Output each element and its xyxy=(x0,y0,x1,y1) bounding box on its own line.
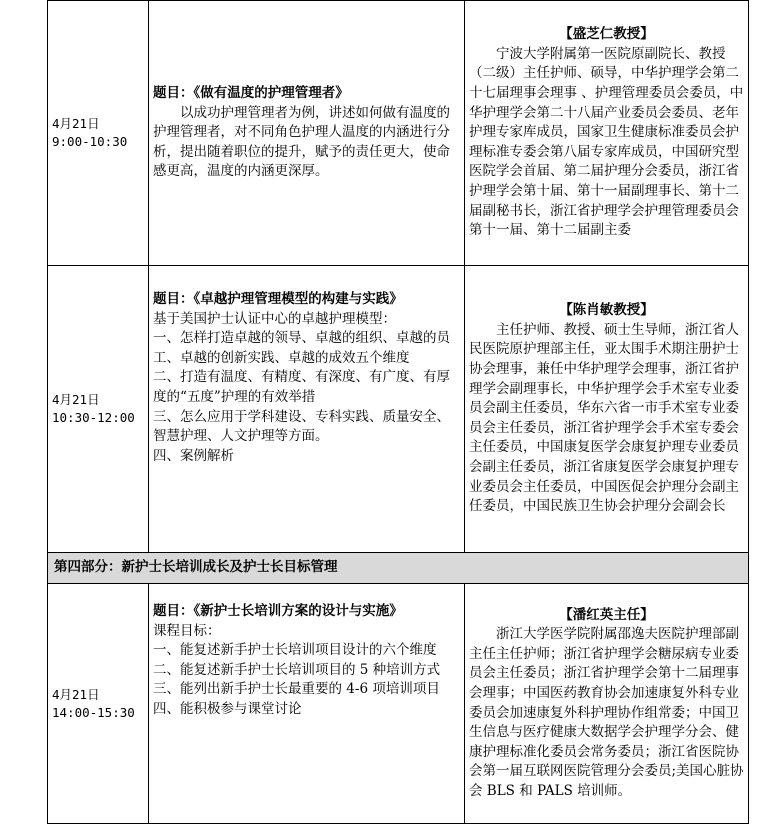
session-date: 4月21日 xyxy=(52,392,100,407)
topic-line: 三、怎么应用于学科建设、专科实践、质量安全、智慧护理、人文护理等方面。 xyxy=(153,408,450,445)
session-time: 9:00-10:30 xyxy=(52,134,128,149)
session-time-cell xyxy=(48,1,149,266)
section-header: 第四部分：新护士长培训成长及护士长目标管理 xyxy=(48,553,749,584)
session-topic-cell xyxy=(149,1,465,266)
speaker-cell xyxy=(465,266,749,553)
topic-line: 一、怎样打造卓越的领导、卓越的组织、卓越的员工、卓越的创新实践、卓越的成效五个维度 xyxy=(153,330,450,366)
section-header-row xyxy=(48,553,749,584)
session-time: 10:30-12:00 xyxy=(52,410,135,425)
speaker-bio: 浙江大学医学院附属邵逸夫医院护理部副主任主任护师；浙江省护理学会糖尿病专业委员会主任委员；浙江省护理学会第十二届理事会理事；中国医药教育协会加速康复外科专业委员会加速康复外科护理协作组常委；中国卫生信息与医疗健康大数据学会护理学分会、健康护理标准化委员会常务委员；浙江省医院协会第一届互联网医院管理分会委员;美国心脏协会 BLS 和 PALS 培训师。 xyxy=(469,626,744,799)
topic-line: 四、能积极参与课堂讨论 xyxy=(153,700,302,717)
session-time-cell xyxy=(48,584,149,824)
session-time-cell xyxy=(48,266,149,553)
topic-line: 三、能列出新手护士长最重要的 4-6 项培训项目 xyxy=(153,681,440,698)
topic-line: 课程目标： xyxy=(153,622,221,639)
topic-line: 二、打造有温度、有精度、有深度、有广度、有厚度的“五度”护理的有效举措 xyxy=(153,369,450,405)
topic-title: 题目：《卓越护理管理模型的构建与实践》 xyxy=(153,291,403,307)
speaker-name: 【潘红英主任】 xyxy=(559,606,654,623)
topic-description: 以成功护理管理者为例，讲述如何做有温度的护理管理者，对不同角色护理人温度的内涵进行分析，提出随着职位的提升，赋予的责任更大，使命感更高，温度的内涵更深厚。 xyxy=(153,104,450,180)
speaker-bio: 宁波大学附属第一医院原副院长、教授（二级）主任护师、硕导，中华护理学会第二十七届理事会理事 、护理管理委员会委员，中华护理学会第二十八届产业委员会委员、老年护理专家库成员，国家卫生健康标准委员会护理标准专委会第八届专家库成员，中国研究型医院学会首届、第二届护理分会委员，浙江省护理学会第十届、第十一届副理事长、第十二届副秘书长，浙江省护理学会护理管理委员会第十一届、第十二届副主委 xyxy=(469,45,744,239)
session-date: 4月21日 xyxy=(52,116,100,131)
speaker-bio: 主任护师、教授、硕士生导师，浙江省人民医院原护理部主任，亚太围手术期注册护士协会理事，兼任中华护理学会理事，浙江省护理学会副理事长，中华护理学会手术室专业委员会副主任委员，华东六省一市手术室专业委员会主任委员，浙江省护理学会手术室专委会主任委员，中国康复医学会康复护理专业委员会副主任委员，浙江省康复医学会康复护理专业委员会主任委员，中国医促会护理分会副主任委员，中国民族卫生协会护理分会副会长 xyxy=(469,321,739,515)
table-row xyxy=(48,584,749,824)
topic-title: 题目：《做有温度的护理管理者》 xyxy=(153,85,349,102)
session-date: 4月21日 xyxy=(52,686,100,702)
schedule-table xyxy=(47,0,749,824)
topic-line: 四、案例解析 xyxy=(153,447,234,464)
speaker-name: 【陈肖敏教授】 xyxy=(559,302,654,319)
table-row xyxy=(48,1,749,266)
topic-line: 一、能复述新手护士长培训项目设计的六个维度 xyxy=(153,642,437,659)
topic-line: 二、能复述新手护士长培训项目的 5 种培训方式 xyxy=(153,661,441,678)
session-time: 14:00-15:30 xyxy=(52,704,135,720)
speaker-name: 【盛芝仁教授】 xyxy=(559,26,654,43)
session-topic-cell xyxy=(149,266,465,553)
topic-line: 基于美国护士认证中心的卓越护理模型： xyxy=(153,310,396,327)
speaker-cell xyxy=(465,584,749,824)
session-topic-cell xyxy=(149,584,465,824)
speaker-cell xyxy=(465,1,749,266)
topic-title: 题目：《新护士长培训方案的设计与实施》 xyxy=(153,603,403,619)
table-row xyxy=(48,266,749,553)
